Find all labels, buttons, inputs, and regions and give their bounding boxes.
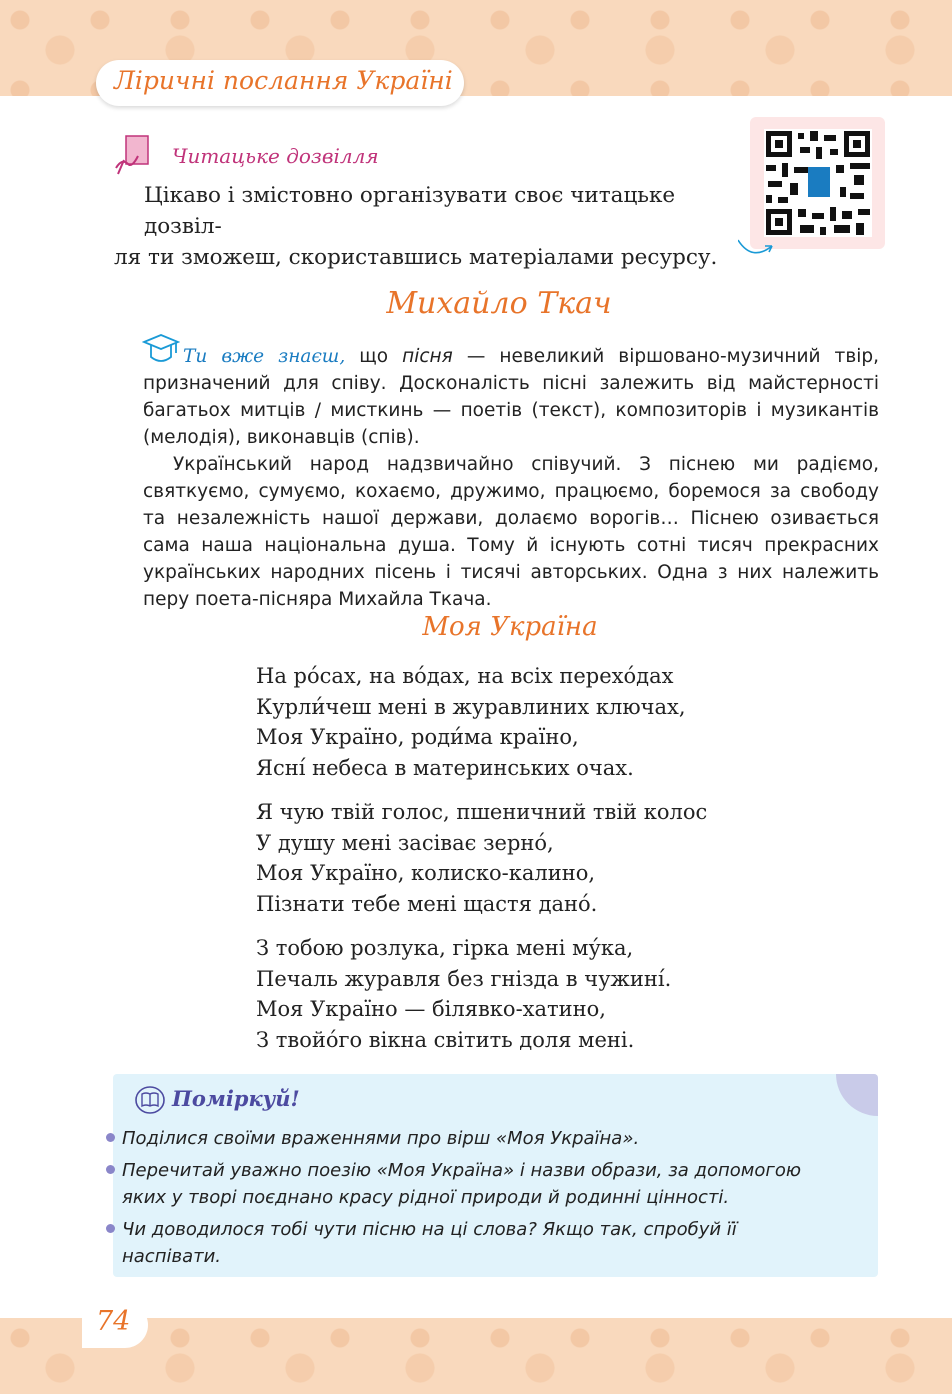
page-number: 74 [96, 1306, 131, 1337]
list-item [104, 1216, 834, 1270]
list-item-text: Чи доводилося тобі чути пісню на ці слова? Якщо так, спробуй її наспівати. [122, 1219, 737, 1267]
intro-paragraph-1 [143, 343, 879, 451]
arrow-icon [738, 230, 778, 260]
bullet-icon [106, 1224, 115, 1233]
intro-paragraph-2: Український народ надзвичайно співучий. З піснею ми радіємо, святкуємо, сумуємо, кохаємо, дружимо, працюємо, боремося за свободу та незалежність нашої держави, долаємо ворогів… Піснею озивається сама наша національна душа. Тому й існують сотні тисяч прекрасних українських народних пісень і тисячі авторських. Одна з них належить перу поета-пісняра Михайла Ткача. [143, 454, 879, 610]
poem-line: Ясні́ небеса в материнських очах. [256, 755, 634, 780]
think-box-corner [836, 1074, 878, 1116]
poem-line: У душу мені засіває зерно́, [256, 830, 554, 855]
section-title: Ліричні послання Україні [114, 66, 453, 95]
pen-book-icon [112, 134, 152, 178]
stanza-1 [256, 661, 816, 783]
poem-line: Курли́чеш мені в журавлиних ключах, [256, 694, 686, 719]
stanza-3 [256, 933, 816, 1055]
open-book-icon [134, 1085, 166, 1115]
reader-line-1: Цікаво і змістовно організувати своє читацьке дозвіл- [144, 183, 676, 239]
poem-line: Пізнати тебе мені щастя дано́. [256, 891, 598, 916]
poem-line: Я чую твій голос, пшеничний твій колос [256, 800, 708, 824]
list-item-text: Поділися своїми враженнями про вірш «Моя Україна». [122, 1128, 640, 1149]
poem-title: Моя Україна [422, 612, 598, 642]
list-item [104, 1157, 834, 1211]
poem-line: З твойо́го вікна світить доля мені. [256, 1027, 635, 1052]
poem-line: Печаль журавля без гнізда в чужині́. [256, 966, 672, 991]
intro-text [143, 343, 879, 613]
list-item-text: Перечитай уважно поезію «Моя Україна» і назви образи, за допомогою яких у творі поєднано красу рідної природи й родинні цінності. [122, 1160, 801, 1208]
author-name: Михайло Ткач [386, 286, 612, 321]
bullet-icon [106, 1165, 115, 1174]
intro-lead: Ти вже знаєш, [183, 346, 346, 367]
poem [256, 661, 816, 1069]
poem-line: На ро́сах, на во́дах, на всіх перехо́дах [256, 664, 674, 688]
intro-term: пісня [402, 346, 453, 367]
poem-line: З тобою розлука, гірка мені му́ка, [256, 936, 634, 960]
intro-p1-part-a: що [345, 346, 403, 367]
bullet-icon [106, 1133, 115, 1142]
list-item [104, 1125, 834, 1152]
poem-line: Моя Україно — білявко-хатино, [256, 997, 606, 1021]
think-heading: Поміркуй! [172, 1086, 300, 1111]
reader-line-2: ля ти зможеш, скориставшись матеріалами ресурсу. [114, 245, 718, 270]
stanza-2 [256, 797, 816, 919]
think-list [104, 1125, 834, 1275]
poem-line: Моя Україно, роди́ма країно, [256, 725, 579, 749]
reader-leisure-heading: Читацьке дозвілля [172, 144, 379, 168]
intro-p1-part-b: — невеликий віршовано-музичний твір, призначений для співу. Досконалість пісні залежить від майстерності багатьох митців / мисткинь — поетів (текст), композиторів і музикантів (мелодія), виконавців (спів). [143, 346, 879, 448]
poem-line: Моя Україно, колиско-калино, [256, 861, 596, 885]
reader-leisure-text [114, 180, 742, 273]
